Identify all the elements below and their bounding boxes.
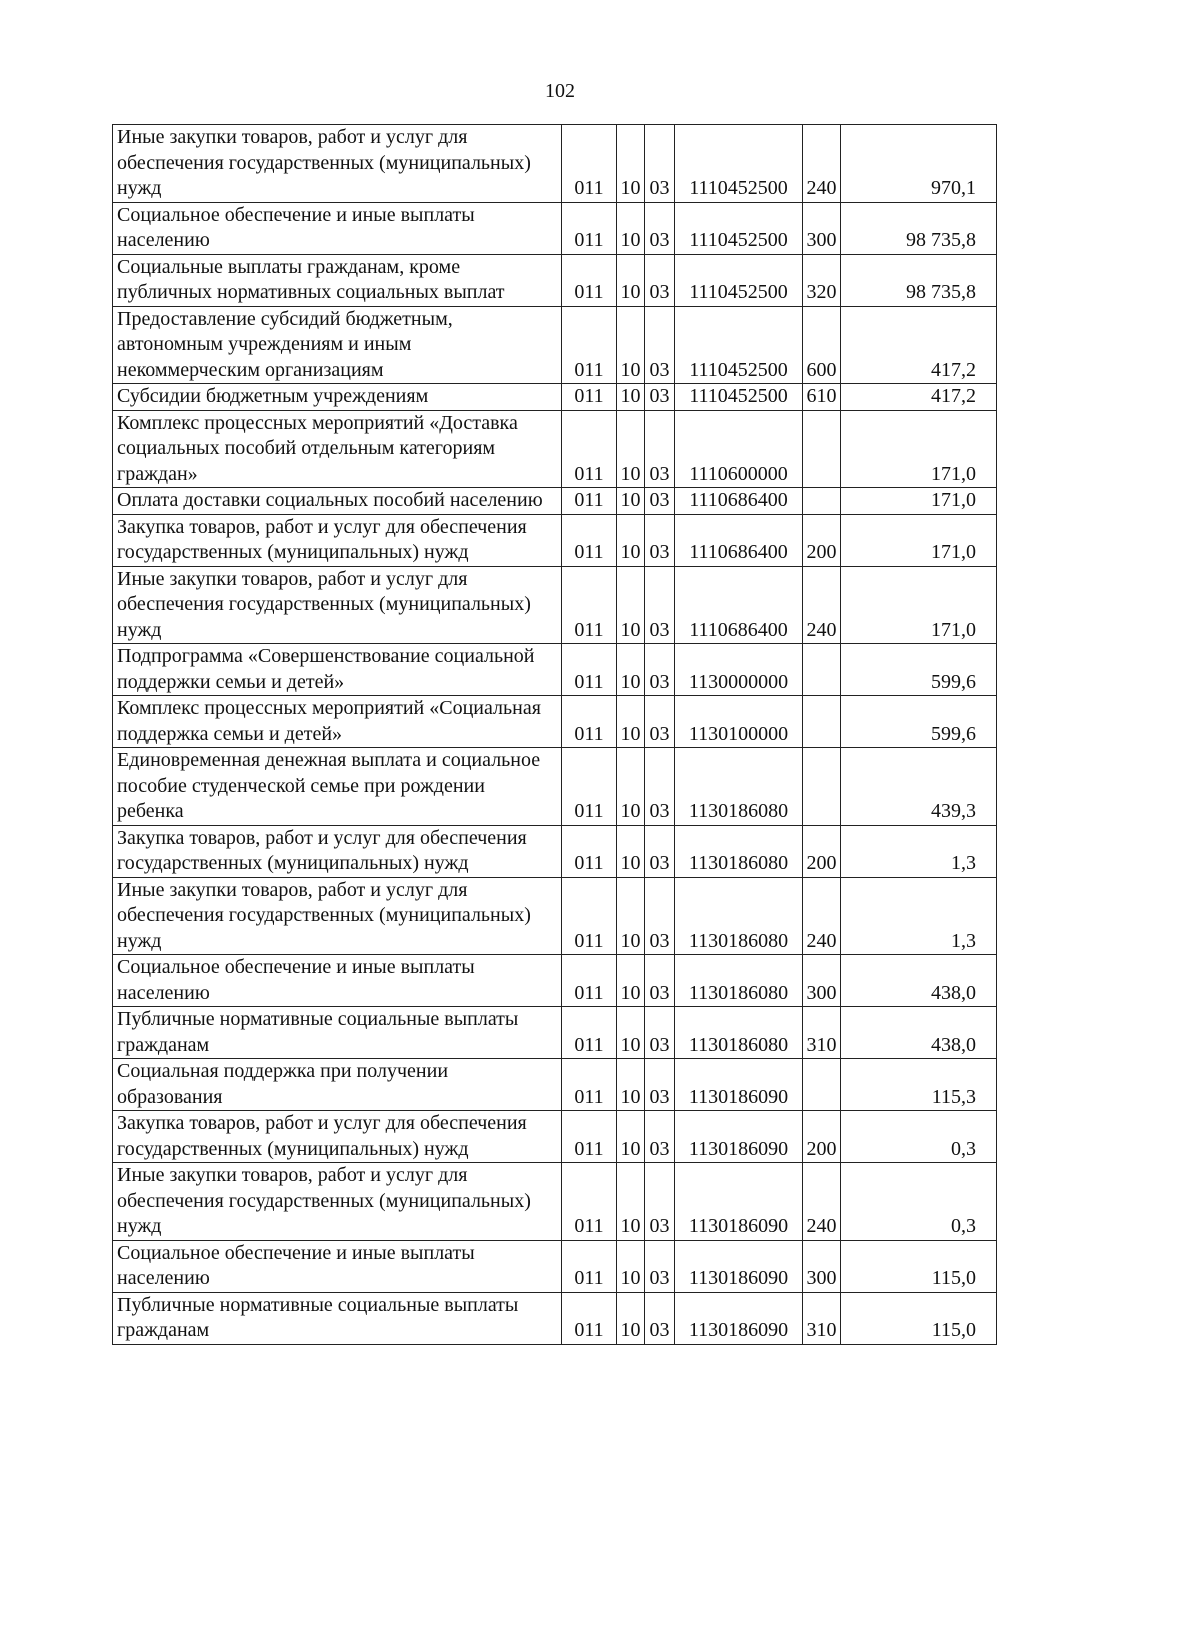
row-name: Иные закупки товаров, работ и услуг для обеспечения государственных (муниципальных) нужд [113, 1163, 562, 1241]
subsection-code: 03 [645, 748, 675, 826]
ministry-code: 011 [562, 1007, 617, 1059]
target-article-code: 1110452500 [675, 384, 803, 411]
section-code: 10 [617, 384, 645, 411]
target-article-code: 1130100000 [675, 696, 803, 748]
amount: 599,6 [841, 696, 997, 748]
subsection-code: 03 [645, 254, 675, 306]
table-row [113, 1059, 997, 1111]
subsection-code: 03 [645, 1007, 675, 1059]
expense-type-code: 240 [803, 1163, 841, 1241]
target-article-code: 1130186090 [675, 1163, 803, 1241]
ministry-code: 011 [562, 125, 617, 203]
section-code: 10 [617, 488, 645, 515]
subsection-code: 03 [645, 1059, 675, 1111]
target-article-code: 1130186080 [675, 1007, 803, 1059]
table-row [113, 125, 997, 203]
expense-type-code: 310 [803, 1292, 841, 1344]
expense-type-code: 310 [803, 1007, 841, 1059]
row-name: Субсидии бюджетным учреждениям [113, 384, 562, 411]
ministry-code: 011 [562, 410, 617, 488]
target-article-code: 1130186090 [675, 1240, 803, 1292]
expense-type-code [803, 410, 841, 488]
target-article-code: 1130186080 [675, 825, 803, 877]
target-article-code: 1130000000 [675, 644, 803, 696]
expense-type-code: 240 [803, 566, 841, 644]
amount: 438,0 [841, 955, 997, 1007]
expense-type-code [803, 696, 841, 748]
subsection-code: 03 [645, 696, 675, 748]
budget-table [112, 124, 997, 1345]
row-name: Предоставление субсидий бюджетным, автономным учреждениям и иным некоммерческим организациям [113, 306, 562, 384]
table-row [113, 1240, 997, 1292]
target-article-code: 1110686400 [675, 488, 803, 515]
amount: 115,3 [841, 1059, 997, 1111]
ministry-code: 011 [562, 202, 617, 254]
amount: 98 735,8 [841, 202, 997, 254]
amount: 1,3 [841, 825, 997, 877]
table-row [113, 1292, 997, 1344]
amount: 0,3 [841, 1163, 997, 1241]
amount: 115,0 [841, 1292, 997, 1344]
expense-type-code [803, 488, 841, 515]
row-name: Социальное обеспечение и иные выплаты населению [113, 202, 562, 254]
ministry-code: 011 [562, 306, 617, 384]
amount: 171,0 [841, 514, 997, 566]
row-name: Публичные нормативные социальные выплаты гражданам [113, 1007, 562, 1059]
ministry-code: 011 [562, 254, 617, 306]
subsection-code: 03 [645, 1163, 675, 1241]
section-code: 10 [617, 514, 645, 566]
table-row [113, 696, 997, 748]
section-code: 10 [617, 254, 645, 306]
section-code: 10 [617, 1292, 645, 1344]
row-name: Комплекс процессных мероприятий «Социальная поддержка семьи и детей» [113, 696, 562, 748]
ministry-code: 011 [562, 1292, 617, 1344]
row-name: Социальная поддержка при получении образования [113, 1059, 562, 1111]
expense-type-code: 300 [803, 202, 841, 254]
subsection-code: 03 [645, 825, 675, 877]
section-code: 10 [617, 306, 645, 384]
table-row [113, 877, 997, 955]
amount: 0,3 [841, 1111, 997, 1163]
amount: 1,3 [841, 877, 997, 955]
expense-type-code: 240 [803, 125, 841, 203]
table-row [113, 254, 997, 306]
subsection-code: 03 [645, 306, 675, 384]
table-row [113, 202, 997, 254]
section-code: 10 [617, 877, 645, 955]
amount: 171,0 [841, 410, 997, 488]
amount: 599,6 [841, 644, 997, 696]
ministry-code: 011 [562, 696, 617, 748]
row-name: Закупка товаров, работ и услуг для обеспечения государственных (муниципальных) нужд [113, 514, 562, 566]
expense-type-code: 200 [803, 825, 841, 877]
ministry-code: 011 [562, 514, 617, 566]
expense-type-code [803, 748, 841, 826]
section-code: 10 [617, 748, 645, 826]
ministry-code: 011 [562, 384, 617, 411]
subsection-code: 03 [645, 514, 675, 566]
expense-type-code: 300 [803, 1240, 841, 1292]
table-row [113, 488, 997, 515]
ministry-code: 011 [562, 566, 617, 644]
row-name: Закупка товаров, работ и услуг для обеспечения государственных (муниципальных) нужд [113, 825, 562, 877]
page-number: 102 [545, 80, 575, 102]
section-code: 10 [617, 1240, 645, 1292]
section-code: 10 [617, 1059, 645, 1111]
section-code: 10 [617, 1007, 645, 1059]
table-row [113, 644, 997, 696]
table-row [113, 566, 997, 644]
table-row [113, 825, 997, 877]
subsection-code: 03 [645, 384, 675, 411]
table-row [113, 1163, 997, 1241]
amount: 171,0 [841, 488, 997, 515]
section-code: 10 [617, 955, 645, 1007]
expense-type-code: 240 [803, 877, 841, 955]
table-body [113, 125, 997, 1345]
row-name: Социальные выплаты гражданам, кроме публичных нормативных социальных выплат [113, 254, 562, 306]
ministry-code: 011 [562, 644, 617, 696]
row-name: Социальное обеспечение и иные выплаты населению [113, 955, 562, 1007]
row-name: Иные закупки товаров, работ и услуг для обеспечения государственных (муниципальных) нужд [113, 877, 562, 955]
expense-type-code: 200 [803, 1111, 841, 1163]
subsection-code: 03 [645, 1111, 675, 1163]
section-code: 10 [617, 696, 645, 748]
target-article-code: 1130186080 [675, 877, 803, 955]
expense-type-code: 300 [803, 955, 841, 1007]
target-article-code: 1110452500 [675, 125, 803, 203]
amount: 98 735,8 [841, 254, 997, 306]
subsection-code: 03 [645, 125, 675, 203]
subsection-code: 03 [645, 1240, 675, 1292]
row-name: Иные закупки товаров, работ и услуг для обеспечения государственных (муниципальных) нужд [113, 125, 562, 203]
subsection-code: 03 [645, 488, 675, 515]
row-name: Социальное обеспечение и иные выплаты населению [113, 1240, 562, 1292]
amount: 417,2 [841, 384, 997, 411]
subsection-code: 03 [645, 202, 675, 254]
target-article-code: 1130186090 [675, 1059, 803, 1111]
target-article-code: 1130186080 [675, 748, 803, 826]
expense-type-code: 320 [803, 254, 841, 306]
table-row [113, 384, 997, 411]
subsection-code: 03 [645, 410, 675, 488]
section-code: 10 [617, 125, 645, 203]
target-article-code: 1110600000 [675, 410, 803, 488]
section-code: 10 [617, 1163, 645, 1241]
target-article-code: 1130186080 [675, 955, 803, 1007]
amount: 417,2 [841, 306, 997, 384]
table-row [113, 514, 997, 566]
target-article-code: 1110686400 [675, 566, 803, 644]
table-row [113, 1007, 997, 1059]
target-article-code: 1110452500 [675, 202, 803, 254]
amount: 171,0 [841, 566, 997, 644]
ministry-code: 011 [562, 1240, 617, 1292]
expense-type-code [803, 644, 841, 696]
target-article-code: 1110452500 [675, 254, 803, 306]
table-row [113, 410, 997, 488]
ministry-code: 011 [562, 1163, 617, 1241]
row-name: Публичные нормативные социальные выплаты гражданам [113, 1292, 562, 1344]
ministry-code: 011 [562, 825, 617, 877]
expense-type-code: 610 [803, 384, 841, 411]
target-article-code: 1130186090 [675, 1292, 803, 1344]
row-name: Комплекс процессных мероприятий «Доставка социальных пособий отдельным категориям граждан» [113, 410, 562, 488]
ministry-code: 011 [562, 955, 617, 1007]
subsection-code: 03 [645, 955, 675, 1007]
amount: 439,3 [841, 748, 997, 826]
row-name: Оплата доставки социальных пособий населению [113, 488, 562, 515]
target-article-code: 1130186090 [675, 1111, 803, 1163]
target-article-code: 1110452500 [675, 306, 803, 384]
section-code: 10 [617, 825, 645, 877]
table-row [113, 955, 997, 1007]
subsection-code: 03 [645, 1292, 675, 1344]
subsection-code: 03 [645, 644, 675, 696]
amount: 115,0 [841, 1240, 997, 1292]
row-name: Иные закупки товаров, работ и услуг для обеспечения государственных (муниципальных) нужд [113, 566, 562, 644]
section-code: 10 [617, 566, 645, 644]
section-code: 10 [617, 644, 645, 696]
amount: 438,0 [841, 1007, 997, 1059]
ministry-code: 011 [562, 1059, 617, 1111]
section-code: 10 [617, 1111, 645, 1163]
expense-type-code: 200 [803, 514, 841, 566]
table-row [113, 748, 997, 826]
target-article-code: 1110686400 [675, 514, 803, 566]
amount: 970,1 [841, 125, 997, 203]
section-code: 10 [617, 202, 645, 254]
expense-type-code: 600 [803, 306, 841, 384]
row-name: Закупка товаров, работ и услуг для обеспечения государственных (муниципальных) нужд [113, 1111, 562, 1163]
ministry-code: 011 [562, 488, 617, 515]
ministry-code: 011 [562, 748, 617, 826]
section-code: 10 [617, 410, 645, 488]
table-row [113, 1111, 997, 1163]
ministry-code: 011 [562, 877, 617, 955]
expense-type-code [803, 1059, 841, 1111]
row-name: Подпрограмма «Совершенствование социальной поддержки семьи и детей» [113, 644, 562, 696]
ministry-code: 011 [562, 1111, 617, 1163]
row-name: Единовременная денежная выплата и социальное пособие студенческой семье при рождении ребенка [113, 748, 562, 826]
subsection-code: 03 [645, 566, 675, 644]
table-row [113, 306, 997, 384]
subsection-code: 03 [645, 877, 675, 955]
